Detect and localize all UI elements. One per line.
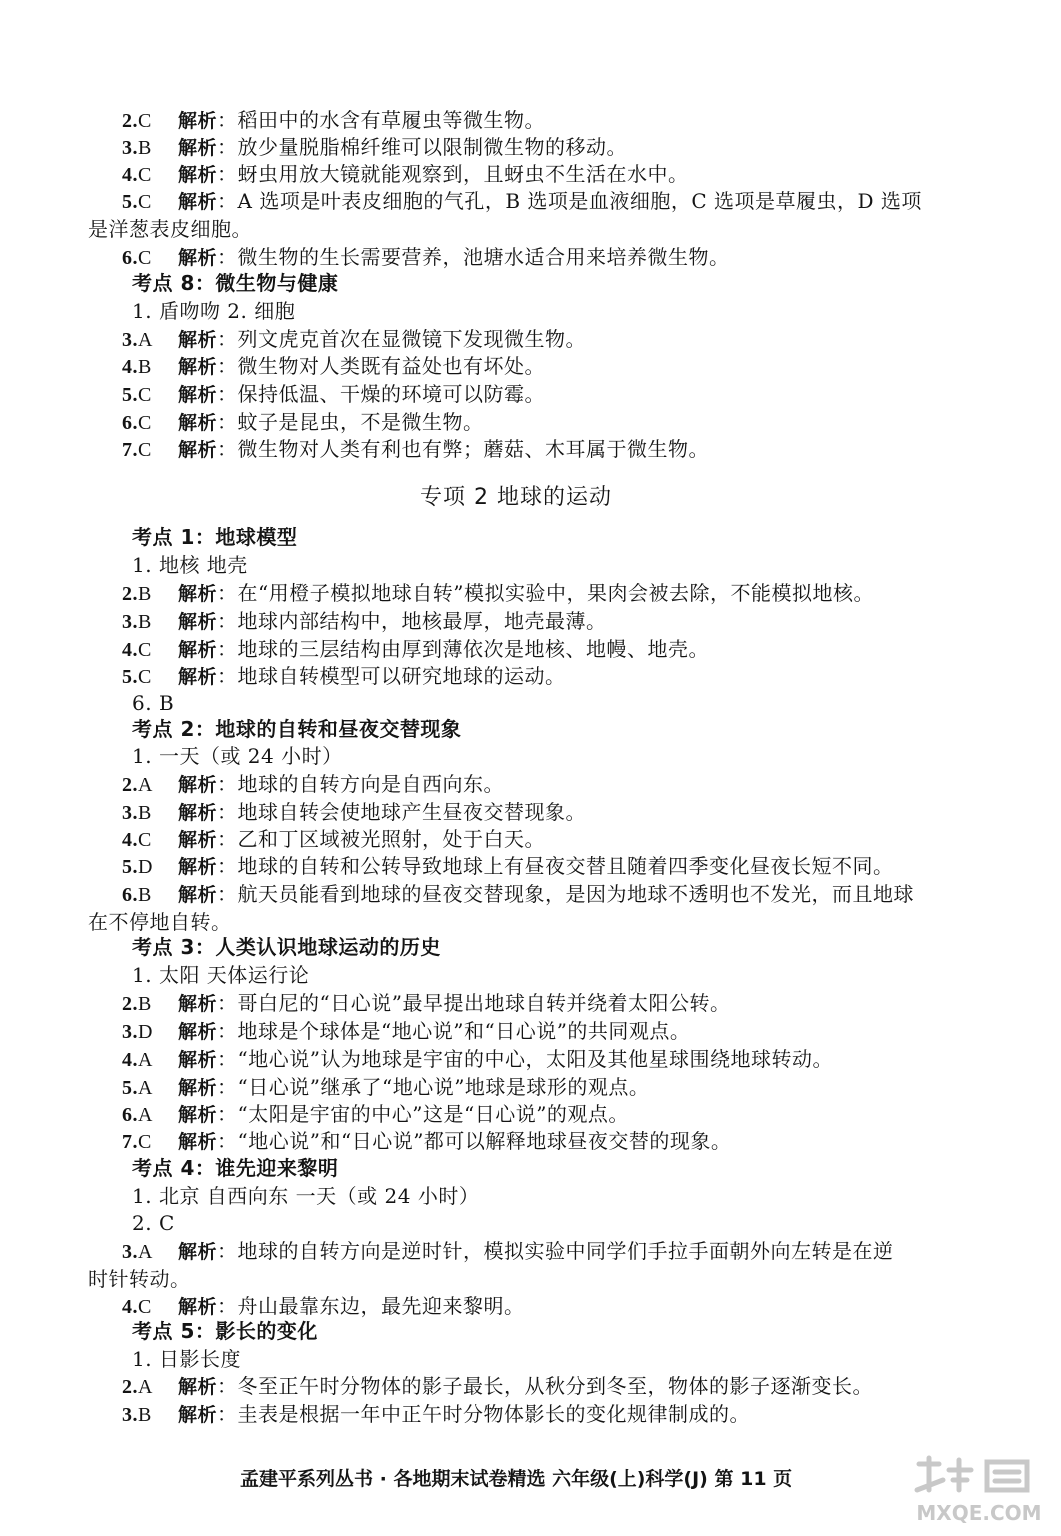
analysis-text: 地球自转会使地球产生昼夜交替现象。 <box>237 800 587 824</box>
question-number: 6. <box>122 247 138 269</box>
question-number: 5. <box>122 1077 138 1099</box>
answer-letter: A <box>138 1077 153 1099</box>
answer-item <box>122 1046 833 1073</box>
colon: ： <box>217 437 238 461</box>
answer-letter: C <box>138 666 152 688</box>
analysis-text: 地球的自转方向是自西向东。 <box>237 772 505 796</box>
analysis-label: 解析 <box>178 611 218 633</box>
colon: ： <box>217 664 238 688</box>
question-number: 4. <box>122 639 138 661</box>
analysis-text: 乙和丁区域被光照射，处于白天。 <box>237 827 546 851</box>
answer-item <box>122 799 586 826</box>
answer-item <box>122 1128 731 1155</box>
analysis-label: 解析 <box>178 1049 218 1071</box>
analysis-label: 解析 <box>178 829 218 851</box>
answer-item <box>122 663 566 690</box>
answer-item <box>122 1373 873 1400</box>
analysis-label: 解析 <box>178 774 218 796</box>
analysis-label: 解析 <box>178 1376 218 1398</box>
answer-letter: A <box>138 1376 153 1398</box>
answer-letter: B <box>138 356 152 378</box>
analysis-label: 解析 <box>178 137 218 159</box>
watermark-logo <box>909 1450 1049 1528</box>
colon: ： <box>217 1374 238 1398</box>
question-number: 5. <box>122 856 138 878</box>
analysis-label: 解析 <box>178 110 218 132</box>
answer-item <box>122 1293 525 1320</box>
question-number: 4. <box>122 356 138 378</box>
continuation-text: 是洋葱表皮细胞。 <box>88 217 252 241</box>
answer-item <box>122 1074 649 1101</box>
topic-heading: 考点 1：地球模型 <box>132 525 298 549</box>
answer-item <box>122 244 730 271</box>
answer-item <box>122 1401 750 1428</box>
analysis-label: 解析 <box>178 384 218 406</box>
question-number: 4. <box>122 1049 138 1071</box>
question-number: 2. <box>122 110 138 132</box>
analysis-text: 保持低温、干燥的环境可以防霉。 <box>237 382 546 406</box>
analysis-text: 稻田中的水含有草履虫等微生物。 <box>237 108 546 132</box>
colon: ： <box>217 1129 238 1153</box>
answer-line: 1. 日影长度 <box>132 1347 241 1371</box>
analysis-label: 解析 <box>178 191 218 213</box>
colon: ： <box>217 1075 238 1099</box>
colon: ： <box>217 1102 238 1126</box>
analysis-label: 解析 <box>178 1077 218 1099</box>
analysis-text: “日心说”继承了“地心说”地球是球形的观点。 <box>237 1075 650 1099</box>
analysis-text: 哥白尼的“日心说”最早提出地球自转并绕着太阳公转。 <box>237 991 731 1015</box>
analysis-text: 地球的自转方向是逆时针，模拟实验中同学们手拉手面朝外向左转是在逆 <box>237 1239 894 1263</box>
analysis-label: 解析 <box>178 884 218 906</box>
answer-item <box>122 436 709 463</box>
answer-item <box>122 826 545 853</box>
question-number: 3. <box>122 329 138 351</box>
colon: ： <box>217 245 238 269</box>
answer-letter: D <box>138 1021 153 1043</box>
answer-item <box>122 990 730 1017</box>
analysis-text: 蚜虫用放大镜就能观察到，且蚜虫不生活在水中。 <box>237 162 689 186</box>
answer-letter: C <box>138 1296 152 1318</box>
analysis-text: 微生物对人类既有益处也有坏处。 <box>237 354 546 378</box>
question-number: 3. <box>122 137 138 159</box>
answer-letter: C <box>138 191 152 213</box>
answer-letter: C <box>138 247 152 269</box>
answer-item <box>122 853 894 880</box>
colon: ： <box>217 827 238 851</box>
analysis-label: 解析 <box>178 993 218 1015</box>
answer-item <box>122 381 545 408</box>
analysis-label: 解析 <box>178 1021 218 1043</box>
analysis-text: 地球是个球体是“地心说”和“日心说”的共同观点。 <box>237 1019 691 1043</box>
answer-letter: D <box>138 856 153 878</box>
analysis-text: A 选项是叶表皮细胞的气孔，B 选项是血液细胞，C 选项是草履虫，D 选项 <box>237 189 922 213</box>
answer-letter: C <box>138 439 152 461</box>
answer-item <box>122 580 874 607</box>
analysis-label: 解析 <box>178 329 218 351</box>
answer-letter: C <box>138 1131 152 1153</box>
colon: ： <box>217 800 238 824</box>
page-footer: 孟建平系列丛书 · 各地期末试卷精选 六年级(上)科学(J) 第 11 页 <box>240 1468 793 1490</box>
answer-letter: B <box>138 993 152 1015</box>
analysis-text: 地球的三层结构由厚到薄依次是地核、地幔、地壳。 <box>237 637 710 661</box>
answer-letter: B <box>138 802 152 824</box>
answer-letter: B <box>138 884 152 906</box>
analysis-text: 蚊子是昆虫，不是微生物。 <box>237 410 484 434</box>
question-number: 4. <box>122 164 138 186</box>
answer-letter: C <box>138 639 152 661</box>
question-number: 3. <box>122 611 138 633</box>
analysis-text: “地心说”认为地球是宇宙的中心，太阳及其他星球围绕地球转动。 <box>237 1047 833 1071</box>
colon: ： <box>217 327 238 351</box>
question-number: 2. <box>122 774 138 796</box>
answer-item <box>122 1018 690 1045</box>
colon: ： <box>217 637 238 661</box>
watermark-text: MXQE.COM <box>916 1501 1042 1525</box>
question-number: 6. <box>122 412 138 434</box>
answer-letter: C <box>138 829 152 851</box>
colon: ： <box>217 135 238 159</box>
colon: ： <box>217 581 238 605</box>
topic-heading: 考点 3：人类认识地球运动的历史 <box>132 935 441 959</box>
question-number: 4. <box>122 1296 138 1318</box>
topic-heading: 考点 2：地球的自转和昼夜交替现象 <box>132 717 462 741</box>
topic-heading: 考点 8：微生物与健康 <box>132 271 339 295</box>
analysis-label: 解析 <box>178 1241 218 1263</box>
answer-letter: A <box>138 1104 153 1126</box>
question-number: 7. <box>122 1131 138 1153</box>
colon: ： <box>217 772 238 796</box>
colon: ： <box>217 1047 238 1071</box>
question-number: 5. <box>122 384 138 406</box>
colon: ： <box>217 1294 238 1318</box>
colon: ： <box>217 162 238 186</box>
answer-item <box>122 326 586 353</box>
answer-line: 1. 地核 地壳 <box>132 553 248 577</box>
answer-item <box>122 1238 894 1265</box>
analysis-label: 解析 <box>178 856 218 878</box>
analysis-label: 解析 <box>178 666 218 688</box>
analysis-label: 解析 <box>178 439 218 461</box>
answer-letter: C <box>138 384 152 406</box>
analysis-text: 微生物对人类有利也有弊；蘑菇、木耳属于微生物。 <box>237 437 710 461</box>
answer-item <box>122 881 914 908</box>
answer-letter: A <box>138 774 153 796</box>
colon: ： <box>217 108 238 132</box>
answer-letter: C <box>138 110 152 132</box>
analysis-text: “地心说”和“日心说”都可以解释地球昼夜交替的现象。 <box>237 1129 732 1153</box>
answer-item <box>122 134 627 161</box>
question-number: 5. <box>122 191 138 213</box>
answer-line: 2. C <box>132 1211 175 1235</box>
colon: ： <box>217 854 238 878</box>
analysis-label: 解析 <box>178 247 218 269</box>
question-number: 3. <box>122 1241 138 1263</box>
answer-letter: A <box>138 329 153 351</box>
answer-letter: B <box>138 137 152 159</box>
analysis-label: 解析 <box>178 1404 218 1426</box>
analysis-label: 解析 <box>178 1131 218 1153</box>
answer-item <box>122 1101 629 1128</box>
question-number: 6. <box>122 1104 138 1126</box>
question-number: 2. <box>122 993 138 1015</box>
analysis-text: “太阳是宇宙的中心”这是“日心说”的观点。 <box>237 1102 629 1126</box>
analysis-text: 地球自转模型可以研究地球的运动。 <box>237 664 566 688</box>
question-number: 4. <box>122 829 138 851</box>
analysis-label: 解析 <box>178 583 218 605</box>
answer-letter: C <box>138 412 152 434</box>
answer-item <box>122 608 607 635</box>
analysis-text: 航天员能看到地球的昼夜交替现象，是因为地球不透明也不发光，而且地球 <box>237 882 915 906</box>
answer-line: 6. B <box>132 691 175 715</box>
answer-letter: A <box>138 1049 153 1071</box>
colon: ： <box>217 882 238 906</box>
question-number: 2. <box>122 1376 138 1398</box>
colon: ： <box>217 609 238 633</box>
answer-letter: A <box>138 1241 153 1263</box>
answer-item <box>122 353 545 380</box>
answer-item <box>122 636 709 663</box>
answer-item <box>122 771 504 798</box>
question-number: 3. <box>122 802 138 824</box>
analysis-label: 解析 <box>178 164 218 186</box>
colon: ： <box>217 991 238 1015</box>
section-title: 专项 2 地球的运动 <box>420 485 612 510</box>
question-number: 5. <box>122 666 138 688</box>
answer-item <box>122 188 922 215</box>
analysis-text: 舟山最靠东边，最先迎来黎明。 <box>237 1294 525 1318</box>
analysis-text: 微生物的生长需要营养，池塘水适合用来培养微生物。 <box>237 245 730 269</box>
answer-letter: C <box>138 164 152 186</box>
continuation-text: 在不停地自转。 <box>88 910 232 934</box>
analysis-text: 列文虎克首次在显微镜下发现微生物。 <box>237 327 587 351</box>
analysis-label: 解析 <box>178 802 218 824</box>
colon: ： <box>217 410 238 434</box>
continuation-text: 时针转动。 <box>88 1267 191 1291</box>
colon: ： <box>217 1019 238 1043</box>
answer-line: 1. 北京 自西向东 一天（或 24 小时） <box>132 1184 480 1208</box>
analysis-label: 解析 <box>178 1296 218 1318</box>
answer-item <box>122 161 689 188</box>
analysis-text: 冬至正午时分物体的影子最长，从秋分到冬至，物体的影子逐渐变长。 <box>237 1374 874 1398</box>
analysis-label: 解析 <box>178 639 218 661</box>
answer-line: 1. 盾吻吻 2. 细胞 <box>132 299 296 323</box>
question-number: 7. <box>122 439 138 461</box>
answer-letter: B <box>138 611 152 633</box>
colon: ： <box>217 1239 238 1263</box>
colon: ： <box>217 189 238 213</box>
topic-heading: 考点 5：影长的变化 <box>132 1319 318 1343</box>
analysis-label: 解析 <box>178 356 218 378</box>
question-number: 3. <box>122 1404 138 1426</box>
topic-heading: 考点 4：谁先迎来黎明 <box>132 1156 339 1180</box>
answer-item <box>122 107 545 134</box>
answer-letter: B <box>138 583 152 605</box>
analysis-text: 圭表是根据一年中正午时分物体影长的变化规律制成的。 <box>237 1402 751 1426</box>
analysis-label: 解析 <box>178 1104 218 1126</box>
colon: ： <box>217 1402 238 1426</box>
question-number: 3. <box>122 1021 138 1043</box>
answer-item <box>122 409 484 436</box>
colon: ： <box>217 354 238 378</box>
question-number: 2. <box>122 583 138 605</box>
colon: ： <box>217 382 238 406</box>
answer-line: 1. 太阳 天体运行论 <box>132 963 310 987</box>
analysis-text: 地球内部结构中，地核最厚，地壳最薄。 <box>237 609 607 633</box>
analysis-text: 地球的自转和公转导致地球上有昼夜交替且随着四季变化昼夜长短不同。 <box>237 854 894 878</box>
answer-letter: B <box>138 1404 152 1426</box>
analysis-text: 在“用橙子模拟地球自转”模拟实验中，果肉会被去除，不能模拟地核。 <box>237 581 874 605</box>
analysis-label: 解析 <box>178 412 218 434</box>
answer-line: 1. 一天（或 24 小时） <box>132 744 343 768</box>
question-number: 6. <box>122 884 138 906</box>
analysis-text: 放少量脱脂棉纤维可以限制微生物的移动。 <box>237 135 628 159</box>
